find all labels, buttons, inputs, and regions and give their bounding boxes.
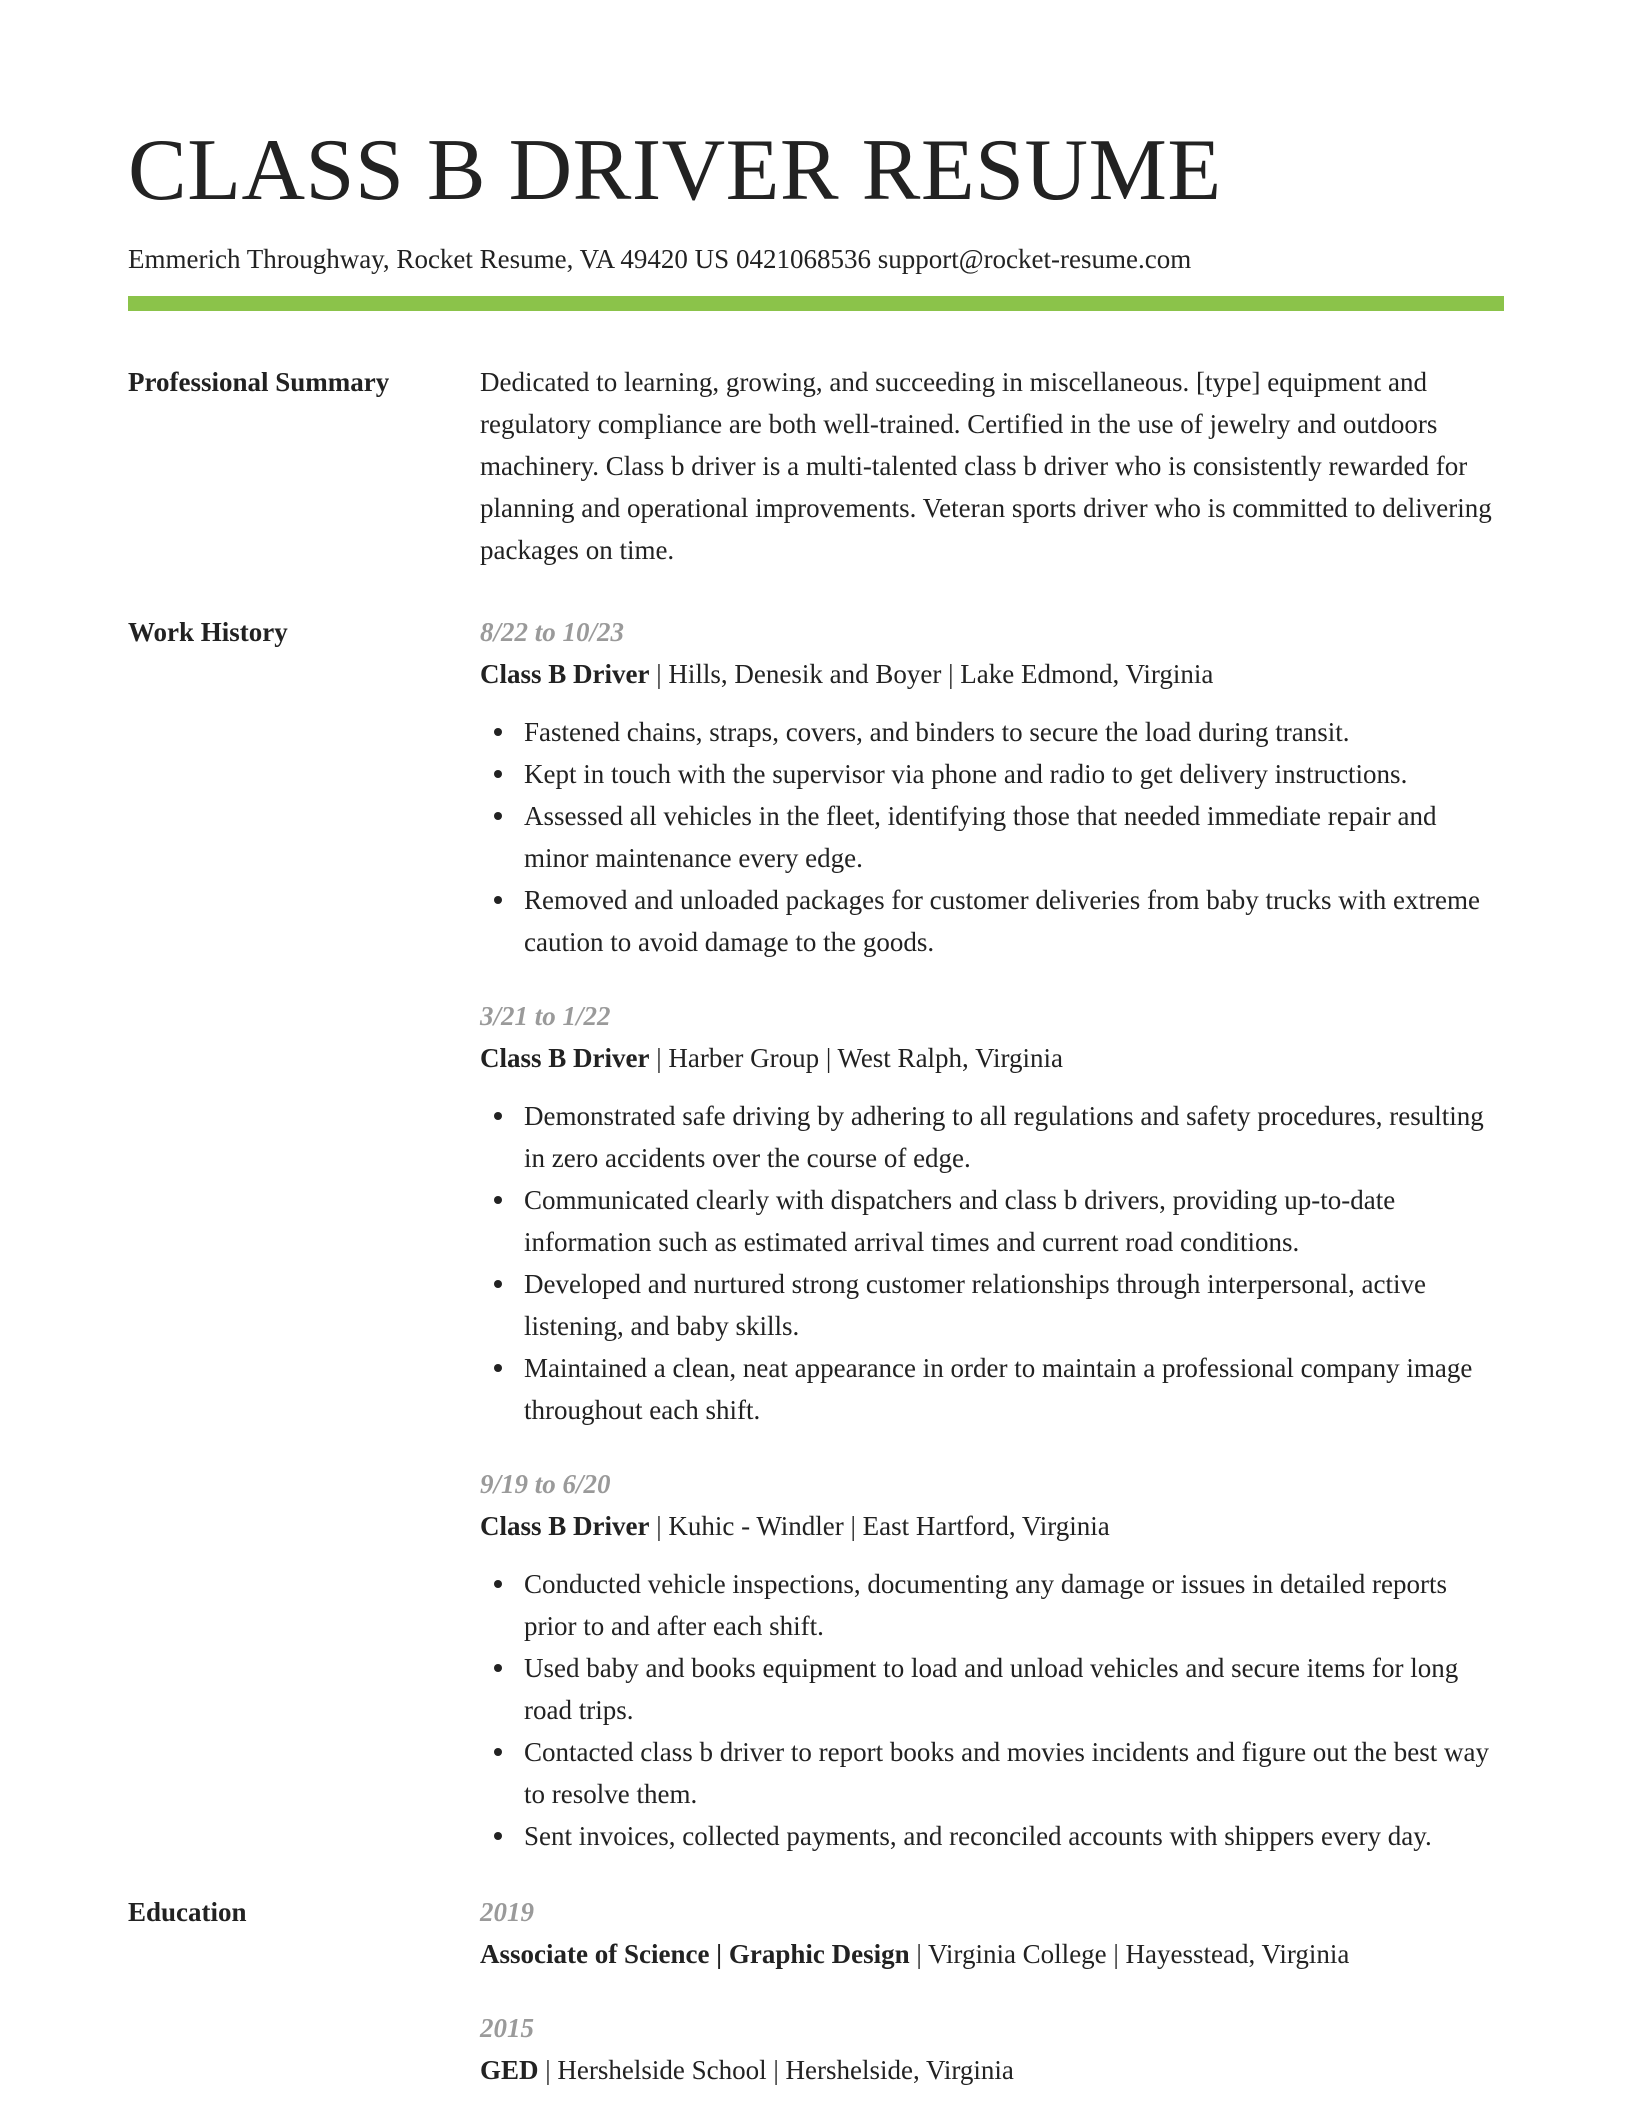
bullet-text: Demonstrated safe driving by adhering to all regulations and safety procedures, resulting in zero accidents over the course of edge. [524, 1101, 1484, 1173]
bullet-icon [494, 896, 502, 904]
list-item [524, 1347, 1504, 1431]
job-details: | Harber Group | West Ralph, Virginia [649, 1043, 1063, 1073]
contact-line: Emmerich Throughway, Rocket Resume, VA 49420 US 0421068536 support@rocket-resume.com [128, 244, 1192, 274]
education-entry [480, 2007, 1504, 2091]
job-dates: 3/21 to 1/22 [480, 1001, 611, 1031]
job-bullets [480, 1563, 1504, 1857]
list-item [524, 711, 1504, 753]
list-item [524, 1815, 1504, 1857]
education-line [480, 2049, 1504, 2091]
header-divider [128, 296, 1504, 311]
bullet-icon [494, 1112, 502, 1120]
list-item [524, 753, 1504, 795]
job-entry [480, 611, 1504, 963]
list-item [524, 1647, 1504, 1731]
job-title: Class B Driver [480, 659, 650, 689]
job-entry [480, 995, 1504, 1431]
education-year: 2015 [480, 2013, 534, 2043]
bullet-text: Used baby and books equipment to load and unload vehicles and secure items for long road trips. [524, 1653, 1459, 1725]
job-title: Class B Driver [480, 1511, 650, 1541]
education-body [480, 1891, 1504, 2091]
job-dates: 9/19 to 6/20 [480, 1469, 611, 1499]
job-line [480, 1505, 1504, 1547]
education-year: 2019 [480, 1897, 534, 1927]
job-dates: 8/22 to 10/23 [480, 617, 625, 647]
education-degree: Associate of Science | Graphic Design [480, 1939, 910, 1969]
job-entry [480, 1463, 1504, 1857]
bullet-text: Assessed all vehicles in the fleet, identifying those that needed immediate repair and minor maintenance every edge. [524, 801, 1437, 873]
list-item [524, 1563, 1504, 1647]
bullet-icon [494, 1832, 502, 1840]
job-details: | Hills, Denesik and Boyer | Lake Edmond, Virginia [649, 659, 1214, 689]
bullet-icon [494, 728, 502, 736]
education-section [128, 1891, 1504, 2091]
bullet-icon [494, 1280, 502, 1288]
bullet-text: Removed and unloaded packages for customer deliveries from baby trucks with extreme caution to avoid damage to the goods. [524, 885, 1480, 957]
list-item [524, 879, 1504, 963]
education-degree: GED [480, 2055, 539, 2085]
bullet-icon [494, 1364, 502, 1372]
bullet-icon [494, 812, 502, 820]
bullet-text: Contacted class b driver to report books and movies incidents and figure out the best way to resolve them. [524, 1737, 1490, 1809]
section-label-work: Work History [128, 617, 288, 647]
job-line [480, 1037, 1504, 1079]
education-details: | Hershelside School | Hershelside, Virginia [538, 2055, 1014, 2085]
list-item [524, 1095, 1504, 1179]
bullet-text: Sent invoices, collected payments, and reconciled accounts with shippers every day. [524, 1821, 1432, 1851]
bullet-icon [494, 1748, 502, 1756]
work-history-section [128, 611, 1504, 1857]
bullet-icon [494, 1580, 502, 1588]
list-item [524, 1179, 1504, 1263]
education-line [480, 1933, 1504, 1975]
bullet-icon [494, 1196, 502, 1204]
section-label-education: Education [128, 1897, 247, 1927]
job-title: Class B Driver [480, 1043, 650, 1073]
bullet-icon [494, 1664, 502, 1672]
bullet-icon [494, 770, 502, 778]
education-details: | Virginia College | Hayesstead, Virginia [909, 1939, 1350, 1969]
bullet-text: Developed and nurtured strong customer relationships through interpersonal, active listening, and baby skills. [524, 1269, 1426, 1341]
resume-title: CLASS B DRIVER RESUME [128, 122, 1222, 219]
education-entry [480, 1891, 1504, 1975]
summary-text: Dedicated to learning, growing, and succeeding in miscellaneous. [type] equipment and regulatory compliance are both well-trained. Certified in the use of jewelry and outdoors machinery. Class b driver is a multi-talented class b driver who is consistently rewarded for planning and operational improvements. Veteran sports driver who is committed to delivering packages on time. [480, 367, 1492, 565]
list-item [524, 1263, 1504, 1347]
bullet-text: Communicated clearly with dispatchers and class b drivers, providing up-to-date information such as estimated arrival times and current road conditions. [524, 1185, 1396, 1257]
job-bullets [480, 1095, 1504, 1431]
list-item [524, 795, 1504, 879]
section-label-summary: Professional Summary [128, 367, 390, 397]
bullet-text: Maintained a clean, neat appearance in order to maintain a professional company image throughout each shift. [524, 1353, 1473, 1425]
job-bullets [480, 711, 1504, 963]
resume-page [128, 0, 1504, 2091]
list-item [524, 1731, 1504, 1815]
bullet-text: Fastened chains, straps, covers, and binders to secure the load during transit. [524, 717, 1350, 747]
bullet-text: Conducted vehicle inspections, documenting any damage or issues in detailed reports prior to and after each shift. [524, 1569, 1448, 1641]
job-line [480, 653, 1504, 695]
job-details: | Kuhic - Windler | East Hartford, Virginia [649, 1511, 1110, 1541]
work-history-body [480, 611, 1504, 1857]
professional-summary-section [128, 361, 1504, 571]
bullet-text: Kept in touch with the supervisor via phone and radio to get delivery instructions. [524, 759, 1408, 789]
